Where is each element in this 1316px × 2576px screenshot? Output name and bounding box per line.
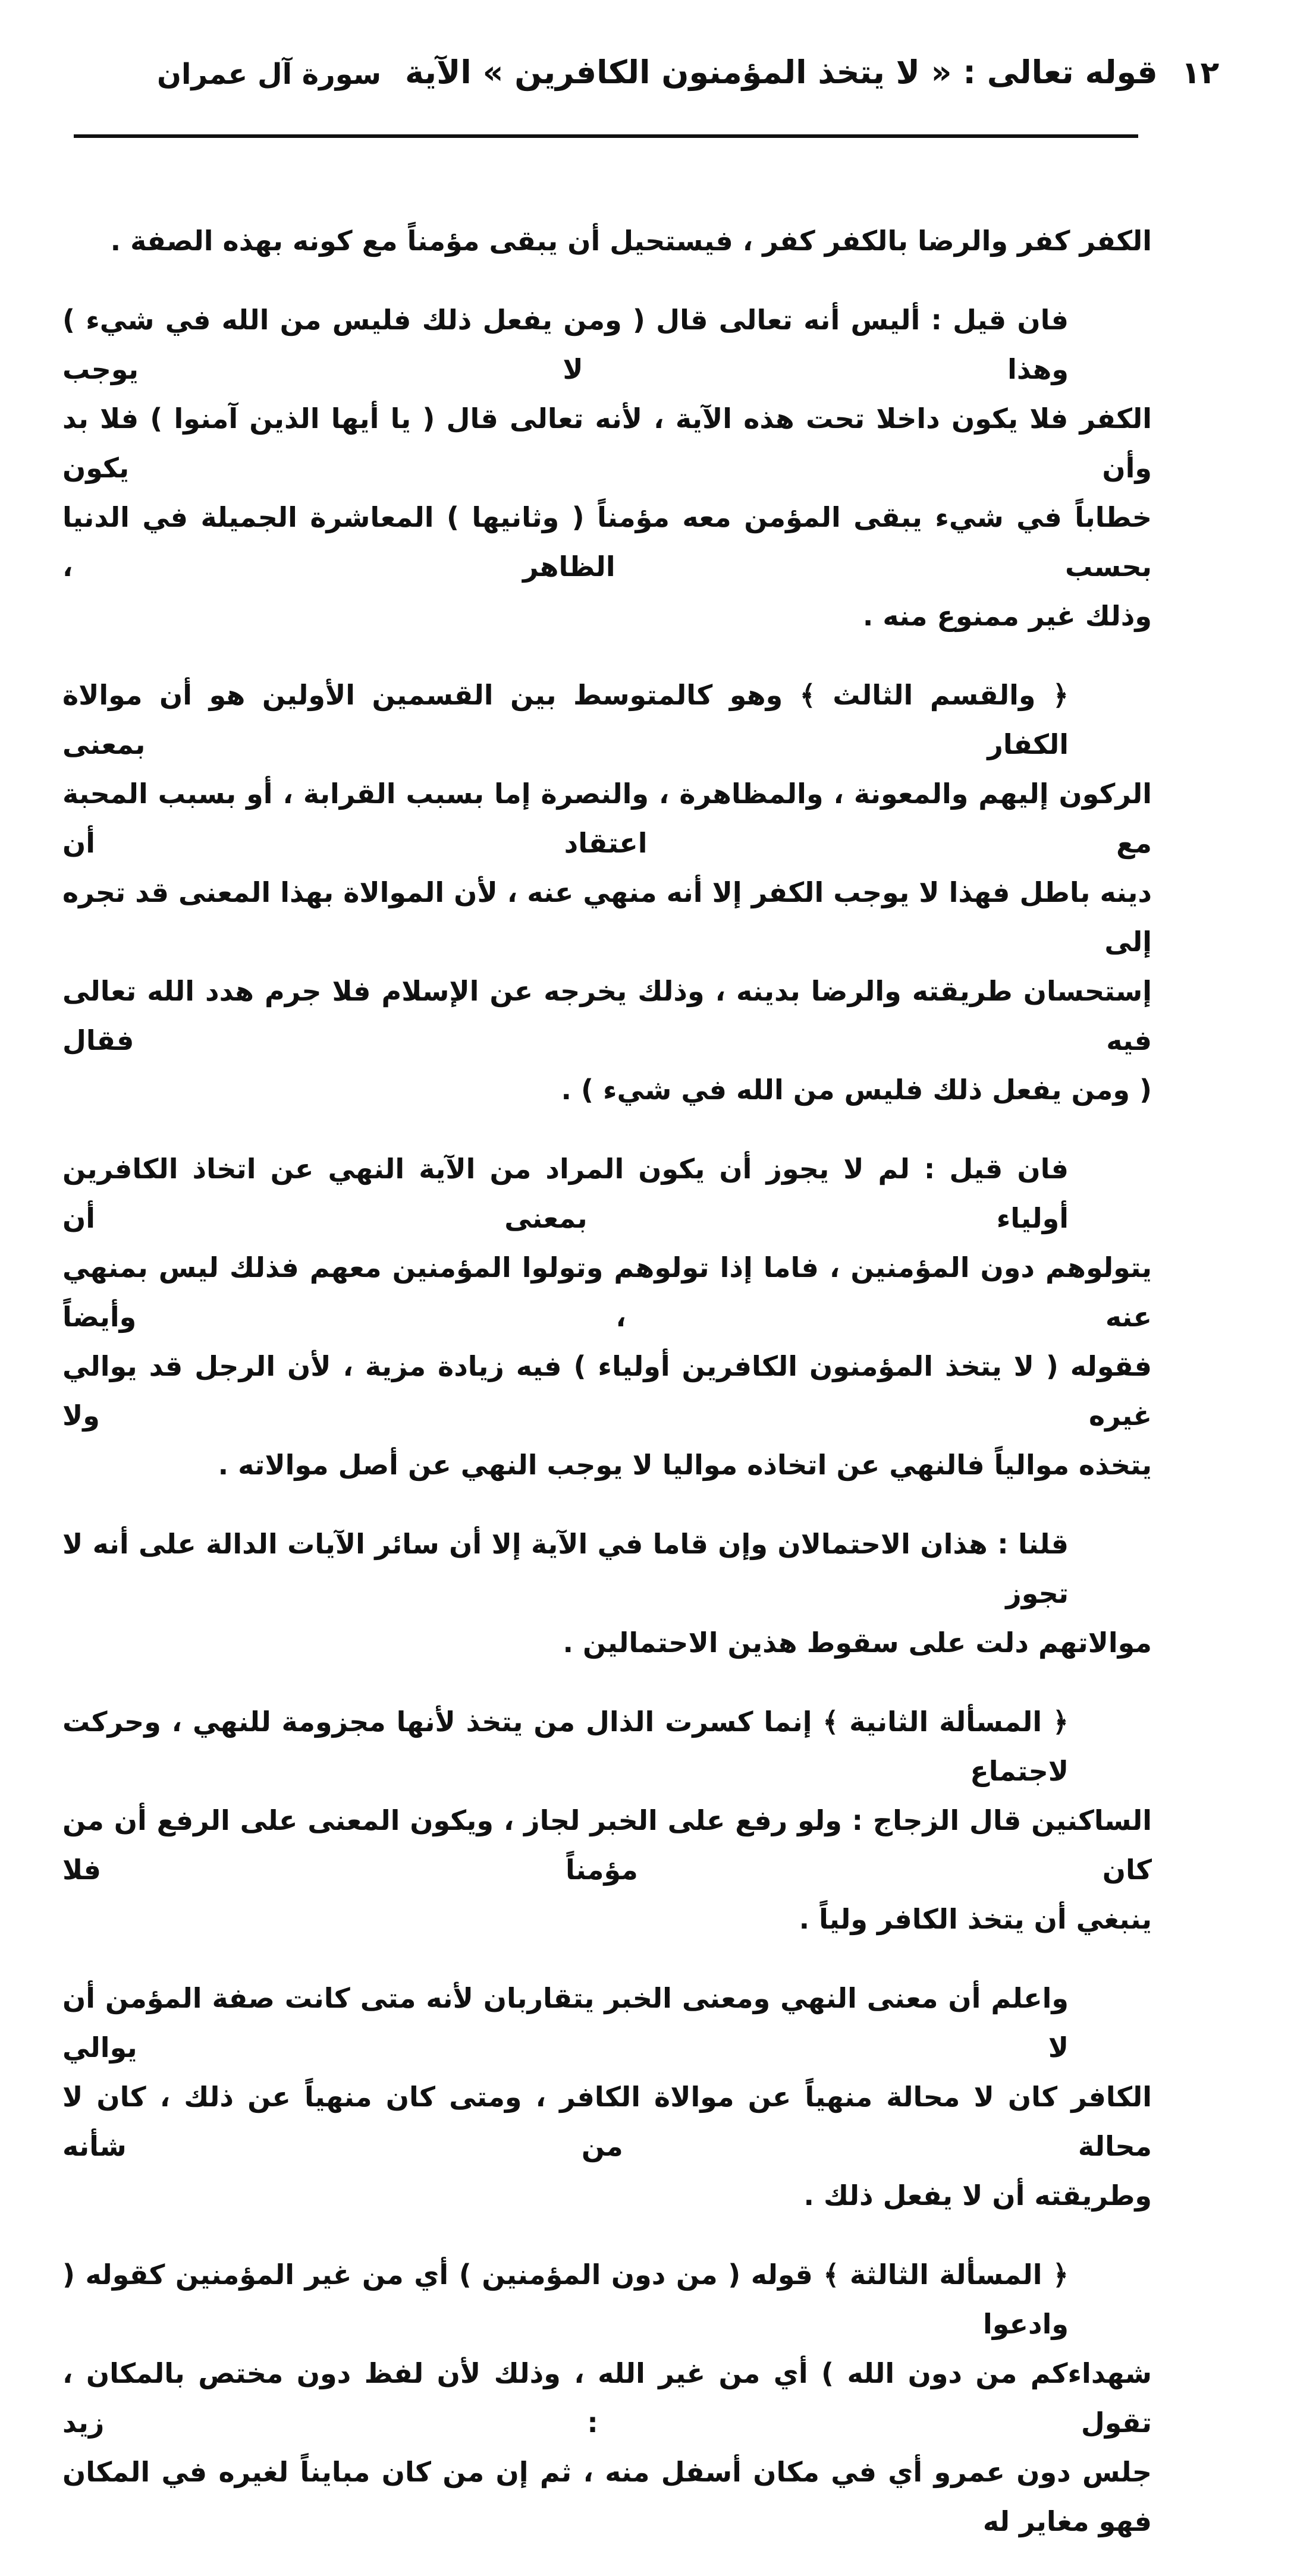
page-body [62,216,1152,2576]
running-header [74,54,1220,91]
text-line: شهداءكم من دون الله ) أي من غير الله ، وذلك لأن لفظ دون مختص بالمكان ، تقول : زيد [62,2357,1152,2439]
text-line: فان قيل : لم لا يجوز أن يكون المراد من الآية النهي عن اتخاذ الكافرين أولياء بمعنى أن [62,1153,1069,1234]
text-line: واعلم أن معنى النهي ومعنى الخبر يتقاربان لأنه متى كانت صفة المؤمن أن لا يوالي [62,1982,1069,2064]
paragraph [62,1144,1152,1490]
text-line: ينبغي أن يتخذ الكافر ولياً . [799,1903,1152,1935]
text-line: جلس دون عمرو أي في مكان أسفل منه ، ثم إن من كان مبايناً لغيره في المكان فهو مغاير له [62,2456,1152,2537]
text-line: فان قيل : أليس أنه تعالى قال ( ومن يفعل ذلك فليس من الله في شيء ) وهذا لا يوجب [62,304,1069,385]
text-line: ﴿ المسألة الثانية ﴾ إنما كسرت الذال من يتخذ لأنها مجزومة للنهي ، وحركت لاجتماع [62,1706,1069,1787]
text-line: وطريقته أن لا يفعل ذلك . [803,2179,1152,2212]
paragraph [62,1974,1152,2220]
paragraph [62,2250,1152,2546]
text-line: فقوله ( لا يتخذ المؤمنون الكافرين أولياء ) فيه زيادة مزية ، لأن الرجل قد يوالي غيره ولا [62,1350,1152,1432]
text-line: يتخذه موالياً فالنهي عن اتخاذه مواليا لا يوجب النهي عن أصل موالاته . [218,1449,1152,1481]
text-line: الكفر كفر والرضا بالكفر كفر ، فيستحيل أن يبقى مؤمناً مع كونه بهذه الصفة . [110,225,1152,257]
page-number: ١٢ [1181,55,1220,91]
text-line: الكفر فلا يكون داخلا تحت هذه الآية ، لأنه تعالى قال ( يا أيها الذين آمنوا ) فلا بد وأن يكون [62,402,1152,484]
paragraph [62,216,1152,266]
paragraph [62,671,1152,1115]
running-header-surah: سورة آل عمران [157,58,382,91]
text-line: الساكنين قال الزجاج : ولو رفع على الخبر لجاز ، ويكون المعنى على الرفع أن من كان مؤمناً فلا [62,1804,1152,1886]
text-line: يتولوهم دون المؤمنين ، فاما إذا تولوهم وتولوا المؤمنين معهم فذلك ليس بمنهي عنه ، وأيضاً [62,1251,1152,1333]
header-rule [74,134,1138,138]
text-line: ( ومن يفعل ذلك فليس من الله في شيء ) . [561,1074,1152,1106]
paragraph [62,1520,1152,1668]
text-line: الركون إليهم والمعونة ، والمظاهرة ، والنصرة إما بسبب القرابة ، أو بسبب المحبة مع اعتقاد أن [62,778,1152,859]
text-line: خطاباً في شيء يبقى المؤمن معه مؤمناً ( وثانيها ) المعاشرة الجميلة في الدنيا بحسب الظاهر ، [62,501,1152,583]
text-line: ﴿ والقسم الثالث ﴾ وهو كالمتوسط بين القسمين الأولين هو أن موالاة الكفار بمعنى [62,679,1069,760]
running-header-title: قوله تعالى : « لا يتخذ المؤمنون الكافرين » الآية [405,54,1158,91]
text-line: قلنا : هذان الاحتمالان وإن قاما في الآية إلا أن سائر الآيات الدالة على أنه لا تجوز [62,1528,1069,1609]
paragraph [62,1697,1152,1944]
text-line: إستحسان طريقته والرضا بدينه ، وذلك يخرجه عن الإسلام فلا جرم هدد الله تعالى فيه فقال [62,975,1152,1056]
text-line: وذلك غير ممنوع منه . [862,600,1152,632]
text-line: الكافر كان لا محالة منهياً عن موالاة الكافر ، ومتى كان منهياً عن ذلك ، كان لا محالة من شأنه [62,2081,1152,2162]
paragraph [62,295,1152,641]
text-line: دينه باطل فهذا لا يوجب الكفر إلا أنه منهي عنه ، لأن الموالاة بهذا المعنى قد تجره إلى [62,876,1152,958]
text-line: ﴿ المسألة الثالثة ﴾ قوله ( من دون المؤمنين ) أي من غير المؤمنين كقوله ( وادعوا [62,2259,1069,2340]
text-line: موالاتهم دلت على سقوط هذين الاحتمالين . [563,1627,1152,1659]
